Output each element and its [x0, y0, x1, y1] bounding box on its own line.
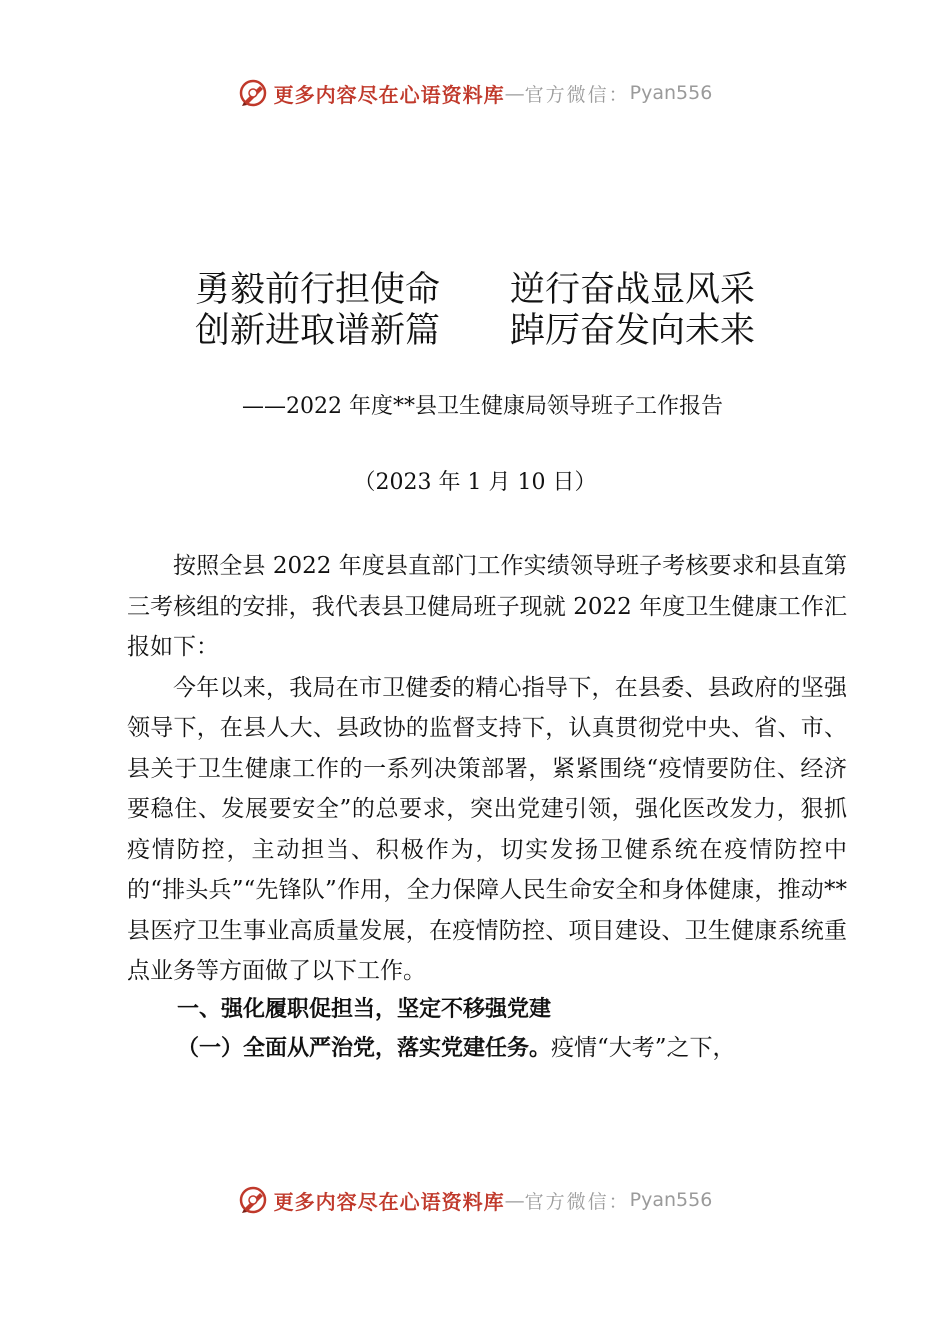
watermark-separator: —	[504, 81, 525, 105]
watermark-banner-top	[0, 73, 950, 113]
watermark-banner-bottom	[0, 1180, 950, 1220]
document-date: （2023 年 1 月 10 日）	[353, 470, 597, 495]
watermark-contact-label: 官方微信：	[524, 1190, 630, 1213]
body-paragraph-2: 今年以来，我局在市卫健委的精心指导下，在县委、县政府的坚强领导下，在县人大、县政协的监督支持下，认真贯彻党中央、省、市、县关于卫生健康工作的一系列决策部署，紧紧围绕“疫情要防住、经济要稳住、发展要安全”的总要求，突出党建引领，强化医改发力，狠抓疫情防控，主动担当、积极作为，切实发扬卫健系统在疫情防控中的“排头兵”“先锋队”作用，全力保障人民生命安全和身体健康，推动**县医疗卫生事业高质量发展，在疫情防控、项目建设、卫生健康系统重点业务等方面做了以下工作。	[127, 674, 847, 984]
document-title-line-2: 创新进取谱新篇 踔厉奋发向未来	[194, 311, 755, 351]
pen-logo-icon	[238, 1185, 268, 1215]
pen-logo-icon	[238, 78, 268, 108]
body-paragraph-1: 按照全县 2022 年度县直部门工作实绩领导班子考核要求和县直第三考核组的安排，我代表县卫健局班子现就 2022 年度卫生健康工作汇报如下：	[127, 553, 847, 660]
watermark-main-text: 更多内容尽在心语资料库	[273, 82, 505, 107]
watermark-wechat-id: Pyan556	[629, 82, 713, 104]
subsection-paragraph	[127, 1028, 847, 1069]
watermark-contact-label: 官方微信：	[524, 83, 630, 106]
watermark-wechat-id: Pyan556	[629, 1189, 713, 1211]
document-body	[127, 546, 847, 1069]
section-heading: 一、强化履职促担当，坚定不移强党建	[177, 996, 552, 1022]
watermark-main-text: 更多内容尽在心语资料库	[273, 1189, 505, 1214]
subsection-lead: （一）全面从严治党，落实党建任务。	[177, 1035, 552, 1061]
document-title-line-1: 勇毅前行担使命 逆行奋战显风采	[194, 270, 755, 310]
watermark-separator: —	[504, 1188, 525, 1212]
subsection-text: 疫情“大考”之下，	[551, 1034, 736, 1061]
document-subtitle: ——2022 年度**县卫生健康局领导班子工作报告	[242, 394, 723, 419]
